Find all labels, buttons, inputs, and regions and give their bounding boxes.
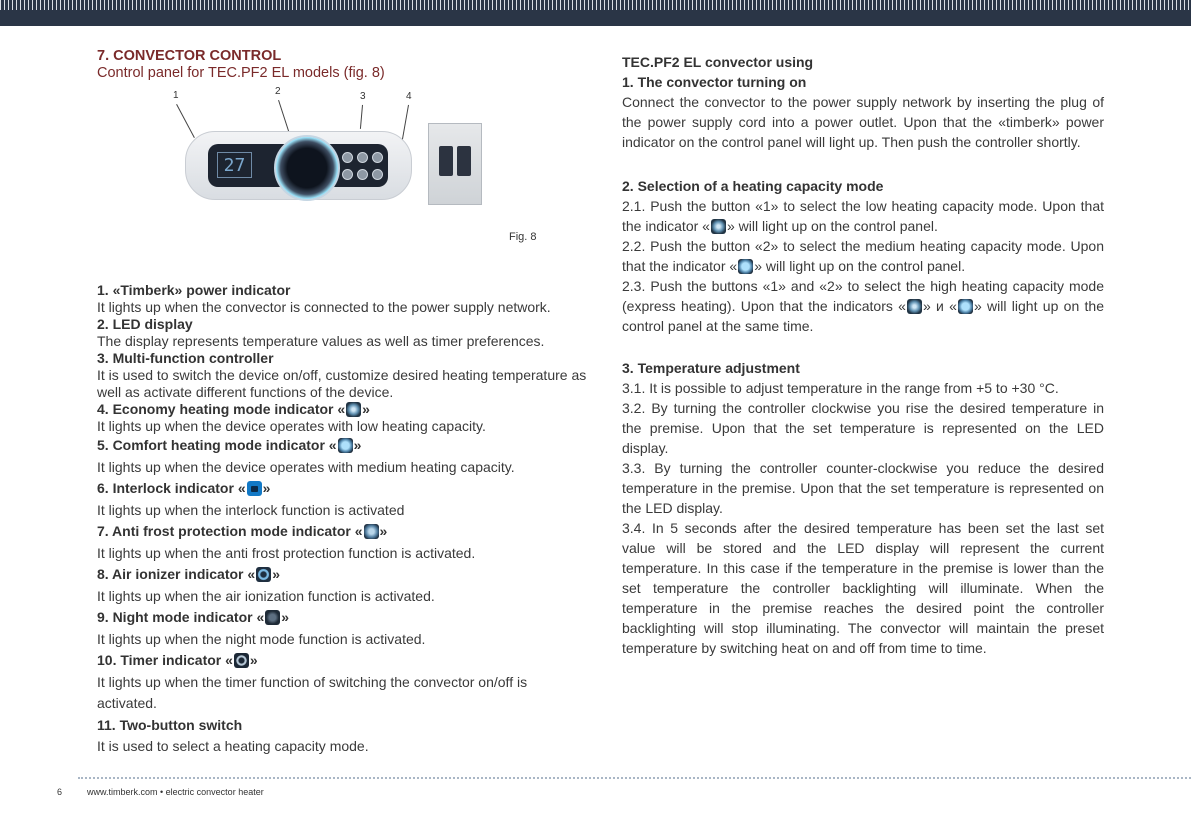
callout-4: 4 <box>406 91 412 102</box>
indicator-light-icon <box>342 169 353 180</box>
s2-p1: 2.1. Push the button «1» to select the low heating capacity mode. Upon that the indicator « » will light up on the control panel. <box>622 198 1104 234</box>
item-text: It lights up when the device operates with low heating capacity. <box>97 418 486 434</box>
item-text: It lights up when the timer function of switching the convector on/off is activated. <box>97 673 528 711</box>
item-text: It lights up when the convector is connected to the power supply network. <box>97 299 551 315</box>
comfort-mode-icon <box>338 438 353 453</box>
indicator-light-icon <box>372 152 383 163</box>
callout-line-1 <box>176 104 195 138</box>
s1-text: Connect the convector to the power supply network by inserting the plug of the power supply cord into a power outlet. Upon that the «timberk» power indicator on the control panel will light up. Then push the controller shortly. <box>622 94 1104 150</box>
comfort-mode-icon <box>958 299 973 314</box>
economy-mode-icon <box>907 299 922 314</box>
item-title: 7. Anti frost protection mode indicator « » <box>97 523 388 539</box>
economy-mode-icon <box>711 219 726 234</box>
item-text: It lights up when the night mode function is activated. <box>97 630 426 647</box>
callout-1: 1 <box>173 90 179 101</box>
item-title: 9. Night mode indicator « » <box>97 609 290 625</box>
lock-icon <box>247 481 262 496</box>
s2-title: 2. Selection of a heating capacity mode <box>622 178 884 194</box>
indicator-light-icon <box>372 169 383 180</box>
section-title: 7. CONVECTOR CONTROL <box>97 48 282 64</box>
section-subtitle: Control panel for TEC.PF2 EL models (fig. 8) <box>97 65 385 81</box>
item-title: 3. Multi-function controller <box>97 350 274 366</box>
right-column <box>622 52 1104 658</box>
item-text: The display represents temperature values as well as timer preferences. <box>97 333 545 349</box>
figure-label: Fig. 8 <box>509 231 537 243</box>
s3-p4: 3.4. In 5 seconds after the desired temperature has been set the last set value will be stored and the LED display will represent the current temperature. In this case if the temperature in the premise is lower than the set temperature the controller backlighting will illuminate. When the temperature in the premise reaches the desired point the controller backlighting will stop illuminating. The convector will maintain the preset temperature by switching heat on and off from time to time. <box>622 520 1104 656</box>
page-number: 6 <box>57 787 63 797</box>
comfort-mode-icon <box>738 259 753 274</box>
item-text: It is used to select a heating capacity mode. <box>97 738 369 754</box>
item-text: It lights up when the interlock function is activated <box>97 501 405 518</box>
legend-list <box>97 282 587 758</box>
controller-knob-icon <box>274 135 340 201</box>
item-title: 4. Economy heating mode indicator « » <box>97 401 370 417</box>
item-text: It lights up when the air ionization function is activated. <box>97 587 435 604</box>
footer-text: www.timberk.com • electric convector heater <box>87 787 264 797</box>
item-title: 1. «Timberk» power indicator <box>97 282 291 298</box>
item-text: It lights up when the anti frost protection function is activated. <box>97 544 476 561</box>
s1-title: 1. The convector turning on <box>622 74 807 90</box>
control-panel-image <box>185 131 412 200</box>
switch-button-1-icon <box>439 146 453 176</box>
snowflake-icon <box>364 524 379 539</box>
two-button-switch-image <box>428 123 482 205</box>
item-text: It lights up when the device operates with medium heating capacity. <box>97 458 515 475</box>
night-mode-icon <box>265 610 280 625</box>
s3-p2: 3.2. By turning the controller clockwise you rise the desired temperature in the premise. Upon that the set temperature is represented on the LED display. <box>622 400 1104 456</box>
panel-face <box>208 144 388 187</box>
economy-mode-icon <box>346 402 361 417</box>
header-bar <box>0 0 1191 26</box>
callout-line-2 <box>278 100 289 133</box>
item-title: 8. Air ionizer indicator « » <box>97 566 280 582</box>
indicator-light-icon <box>342 152 353 163</box>
left-column <box>97 48 587 758</box>
led-display: 27 <box>217 152 252 178</box>
ionizer-icon <box>256 567 271 582</box>
usage-heading: TEC.PF2 EL convector using <box>622 54 814 70</box>
footer-divider <box>78 777 1191 779</box>
item-title: 5. Comfort heating mode indicator « » <box>97 437 362 453</box>
item-title: 11. Two-button switch <box>97 716 243 733</box>
figure-8 <box>97 86 587 243</box>
item-title: 10. Timer indicator « » <box>97 652 258 668</box>
s3-title: 3. Temperature adjustment <box>622 360 800 376</box>
s3-p3: 3.3. By turning the controller counter-clockwise you reduce the desired temperature in the premise. Upon that the set temperature is represented on the LED display. <box>622 460 1104 516</box>
callout-line-3 <box>360 105 363 129</box>
item-text: It is used to switch the device on/off, customize desired heating temperature as well as activate different functions of the device. <box>97 367 587 400</box>
indicator-light-icon <box>357 169 368 180</box>
item-title: 2. LED display <box>97 316 193 332</box>
s2-p3: 2.3. Push the buttons «1» and «2» to select the high heating capacity mode (express heating). Upon that the indicators « » и « » will light up on the control panel at the same time. <box>622 278 1104 334</box>
item-title: 6. Interlock indicator « » <box>97 480 271 496</box>
indicator-light-icon <box>357 152 368 163</box>
callout-line-4 <box>402 105 409 141</box>
s2-p2: 2.2. Push the button «2» to select the medium heating capacity mode. Upon that the indicator « » will light up on the control panel. <box>622 238 1104 274</box>
switch-button-2-icon <box>457 146 471 176</box>
s3-p1: 3.1. It is possible to adjust temperature in the range from +5 to +30 °C. <box>622 380 1059 396</box>
callout-2: 2 <box>275 86 281 97</box>
callout-3: 3 <box>360 91 366 102</box>
timer-icon <box>234 653 249 668</box>
